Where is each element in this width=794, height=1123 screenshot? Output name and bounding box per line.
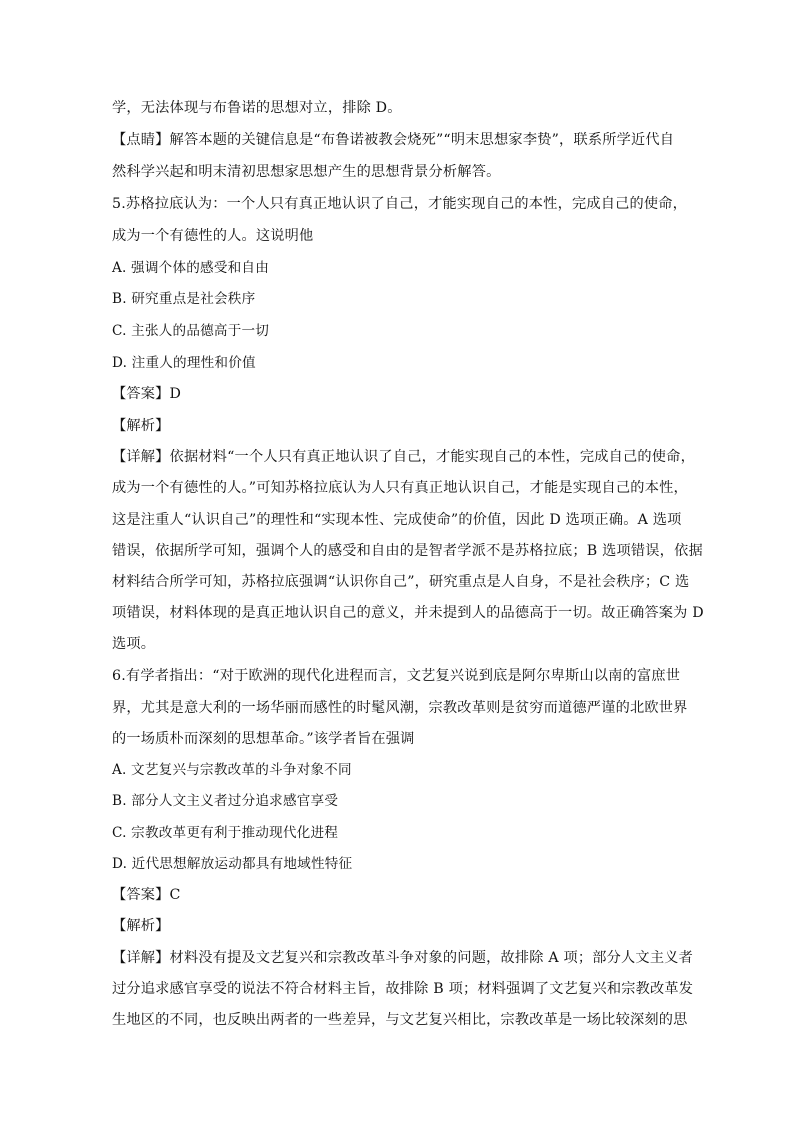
analysis-label: 【解析】 [112,418,170,434]
option-d: D. 注重人的理性和价值 [112,355,256,371]
explanation-line-1: 【详解】依据材料“一个人只有真正地认识了自己，才能实现自己的本性，完成自己的使命， [112,449,695,465]
question-6-line-2: 界，尤其是意大利的一场华丽而感性的时髦风潮，宗教改革则是贫穷而道德严谨的北欧世界 [112,700,688,716]
explanation-line-3: 生地区的不同，也反映出两者的一些差异，与文艺复兴相比，宗教改革是一场比较深刻的思 [112,1012,688,1028]
question-6-line-1: 6.有学者指出：“对于欧洲的现代化进程而言，文艺复兴说到底是阿尔卑斯山以南的富庶世 [112,668,681,684]
option-c: C. 主张人的品德高于一切 [112,323,270,339]
explanation-line-6: 项错误，材料体现的是真正地认识自己的意义，并未提到人的品德高于一切。故正确答案为 D [112,605,704,621]
explanation-line-5: 材料结合所学可知，苏格拉底强调“认识你自己”，研究重点是人自身，不是社会秩序；C 选 [112,574,690,590]
text-line-1: 学，无法体现与布鲁诺的思想对立，排除 D。 [112,100,402,116]
option-b: B. 研究重点是社会秩序 [112,291,256,307]
explanation-line-2: 成为一个有德性的人。”可知苏格拉底认为人只有真正地认识自己，才能是实现自己的本性， [112,480,688,496]
question-5-line-1: 5.苏格拉底认为：一个人只有真正地认识了自己，才能实现自己的本性，完成自己的使命， [112,196,688,212]
explanation-line-7: 选项。 [112,636,156,652]
text-line-3: 然科学兴起和明末清初思想家思想产生的思想背景分析解答。 [112,164,501,180]
explanation-line-2: 过分追求感官享受的说法不符合材料主旨，故排除 B 项；材料强调了文艺复兴和宗教改革发 [112,981,694,997]
option-b: B. 部分人文主义者过分追求感官享受 [112,793,339,809]
question-6-line-3: 的一场质朴而深刻的思想革命。”该学者旨在强调 [112,731,415,747]
text-line-2: 【点睛】解答本题的关键信息是“布鲁诺被教会烧死”“明末思想家李贽”，联系所学近代自 [112,132,675,148]
question-5-line-2: 成为一个有德性的人。这说明他 [112,228,314,244]
answer-label: 【答案】D [112,386,182,402]
option-a: A. 强调个体的感受和自由 [112,260,269,276]
explanation-line-3: 这是注重人“认识自己”的理性和“实现本性、完成使命”的价值，因此 D 选项正确。A 选项 [112,512,682,528]
explanation-line-1: 【详解】材料没有提及文艺复兴和宗教改革斗争对象的问题，故排除 A 项；部分人文主义者 [112,950,693,966]
option-d: D. 近代思想解放运动都具有地域性特征 [112,856,353,872]
option-a: A. 文艺复兴与宗教改革的斗争对象不同 [112,762,352,778]
explanation-line-4: 错误，依据所学可知，强调个人的感受和自由的是智者学派不是苏格拉底；B 选项错误，依据 [112,543,703,559]
analysis-label: 【解析】 [112,918,170,934]
answer-label: 【答案】C [112,887,181,903]
option-c: C. 宗教改革更有利于推动现代化进程 [112,825,339,841]
